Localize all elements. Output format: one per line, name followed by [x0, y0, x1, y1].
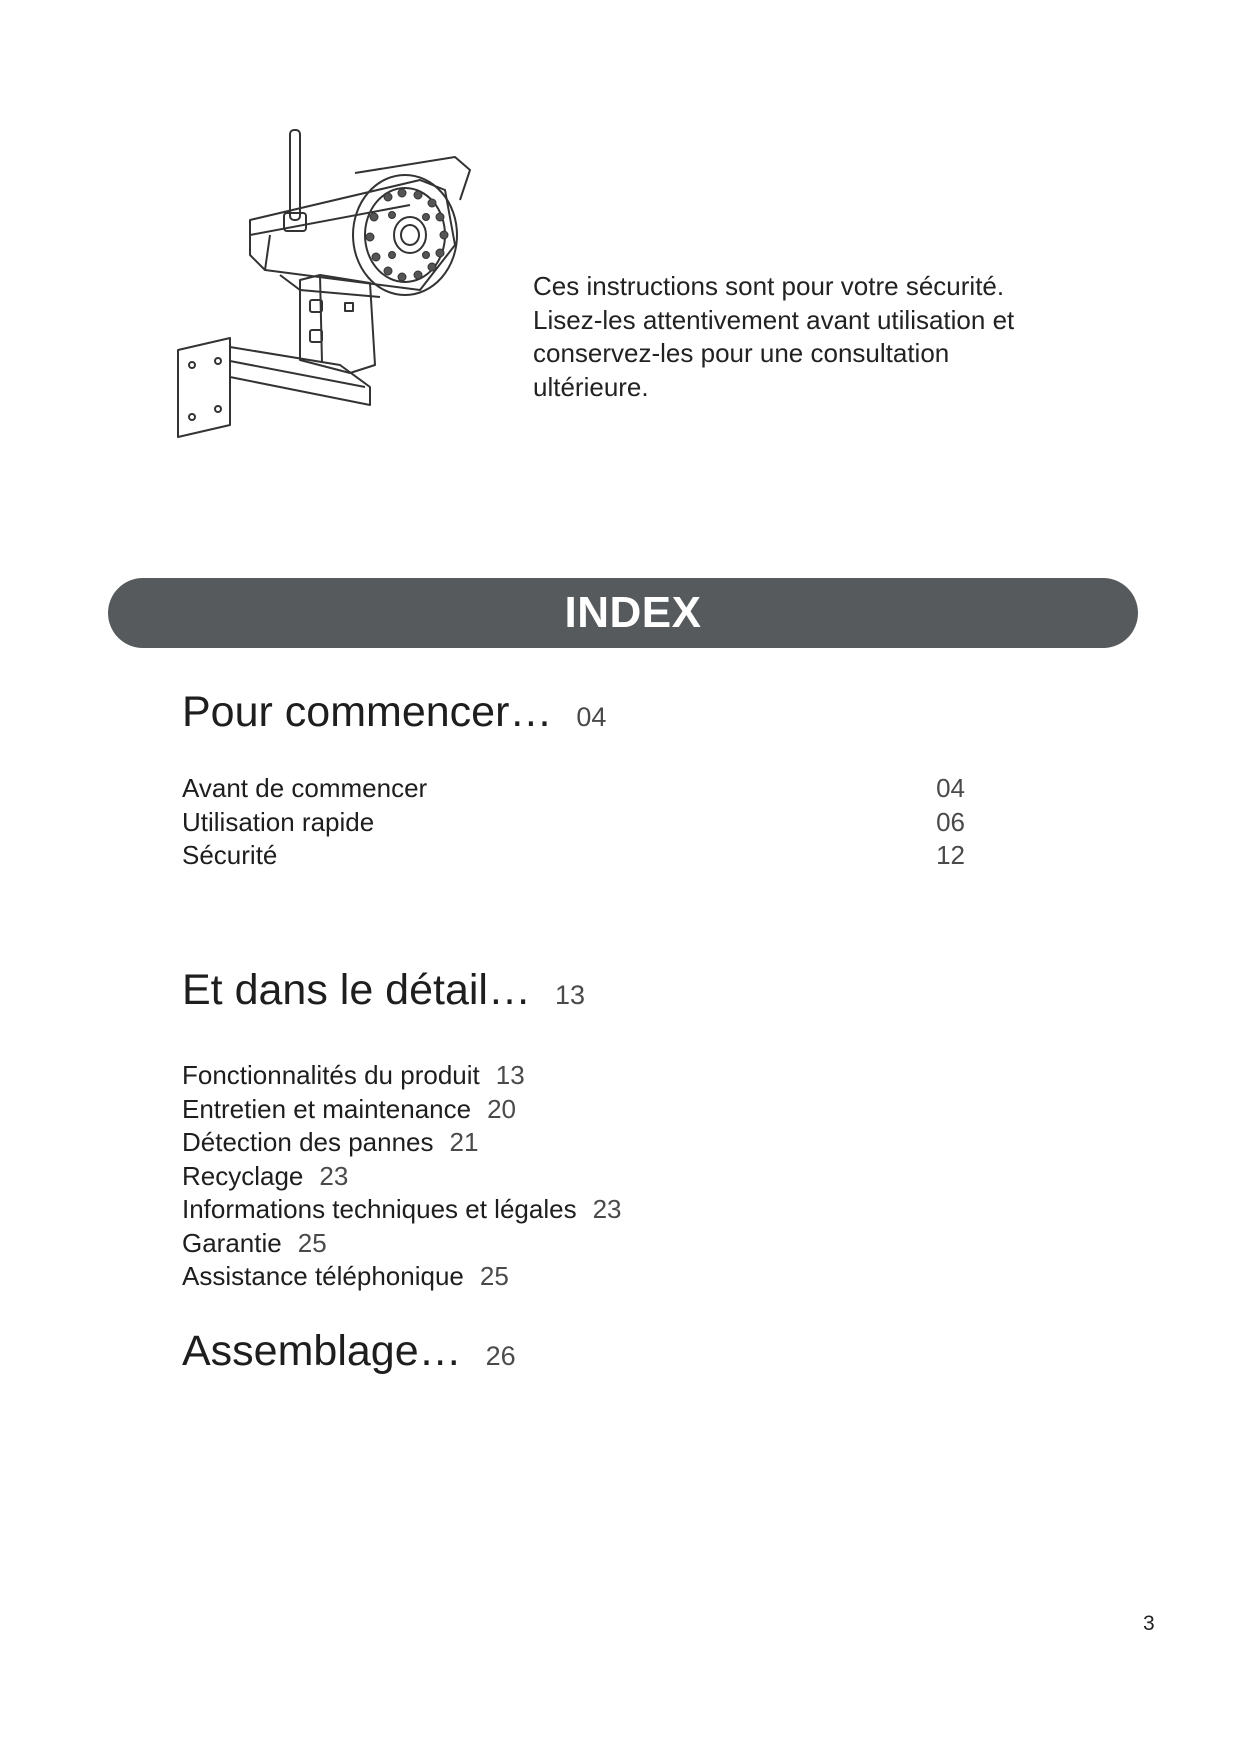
toc-entry-page: 04 [936, 773, 965, 803]
toc-entry-label: Sécurité [182, 840, 278, 870]
toc-entry-label: Garantie [182, 1227, 282, 1258]
section-heading-label: Assemblage… [182, 1327, 462, 1375]
toc-entry-label: Recyclage [182, 1160, 304, 1191]
section-heading-page: 04 [576, 702, 607, 732]
page-number: 3 [1143, 1612, 1155, 1635]
section-heading-page: 13 [554, 980, 586, 1010]
toc-entry-label: Assistance téléphonique [182, 1261, 464, 1291]
section-heading-label: Et dans le détail… [182, 966, 531, 1014]
toc-entry-page: 20 [487, 1093, 516, 1124]
toc-entry-page: 23 [319, 1160, 349, 1191]
toc-entry-page: 06 [936, 806, 965, 837]
toc-entry-page: 13 [495, 1060, 525, 1090]
toc-entry-page: 25 [479, 1261, 509, 1291]
section-heading[interactable] [182, 688, 606, 737]
toc-entry[interactable] [182, 772, 965, 806]
section-heading-page: 26 [485, 1341, 516, 1371]
section-heading[interactable] [182, 966, 585, 1015]
toc-entry[interactable] [182, 1260, 622, 1294]
section-heading-label: Pour commencer… [182, 688, 553, 736]
section-heading[interactable] [182, 1327, 516, 1376]
toc-entry-label: Fonctionnalités du produit [182, 1060, 480, 1090]
toc-entry-label: Informations techniques et légales [182, 1194, 577, 1224]
toc-entry[interactable] [182, 1193, 622, 1227]
toc-entry-page: 12 [936, 840, 965, 870]
toc-list [182, 1059, 622, 1294]
toc-entry-page: 25 [297, 1227, 327, 1258]
toc-entry-label: Avant de commencer [182, 773, 428, 803]
intro-line: Lisez-les attentivement avant utilisation et [533, 304, 1015, 335]
toc-entry-page: 21 [449, 1127, 479, 1157]
toc-entry[interactable] [182, 839, 965, 873]
index-title: INDEX [564, 588, 702, 637]
toc-entry-label: Détection des pannes [182, 1127, 434, 1157]
safety-intro [533, 270, 1093, 404]
toc-entry[interactable] [182, 1093, 622, 1127]
toc-entry[interactable] [182, 806, 965, 840]
index-banner [108, 578, 1138, 648]
intro-line: conservez-les pour une consultation [533, 338, 950, 368]
toc-entry[interactable] [182, 1059, 622, 1093]
toc-entry-label: Utilisation rapide [182, 806, 375, 837]
toc-list [182, 772, 965, 873]
toc-entry[interactable] [182, 1126, 622, 1160]
toc-entry[interactable] [182, 1160, 622, 1194]
intro-line: ultérieure. [533, 371, 649, 402]
toc-entry[interactable] [182, 1227, 622, 1261]
toc-entry-label: Entretien et maintenance [182, 1093, 472, 1124]
toc-entry-page: 23 [592, 1194, 622, 1224]
intro-line: Ces instructions sont pour votre sécurité. [533, 271, 1005, 301]
security-camera-illustration [170, 125, 520, 445]
